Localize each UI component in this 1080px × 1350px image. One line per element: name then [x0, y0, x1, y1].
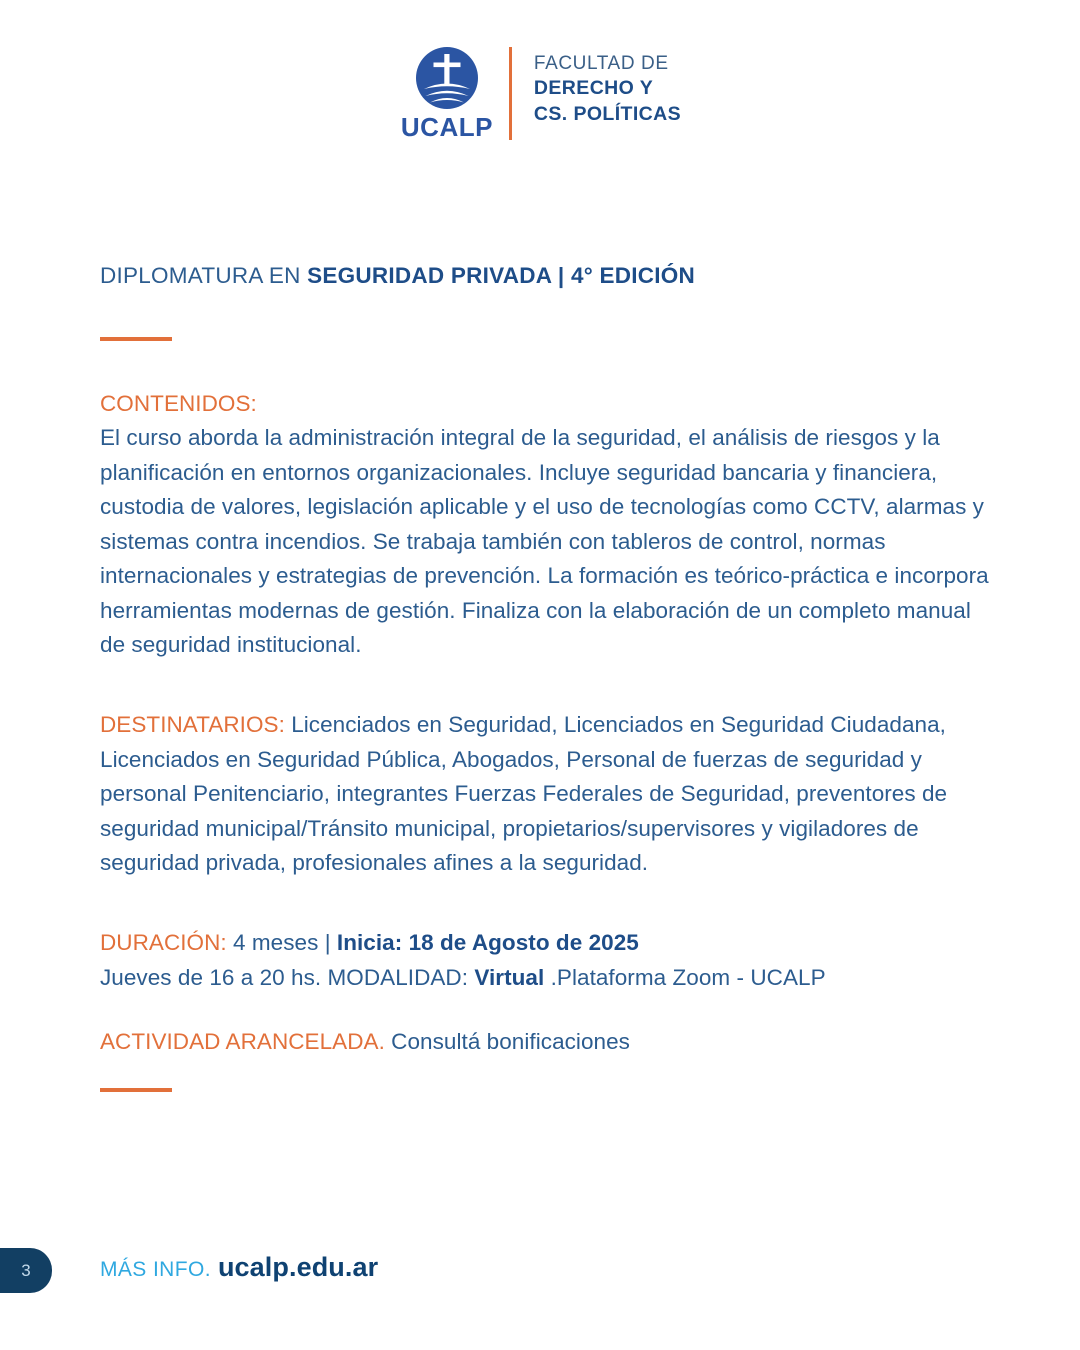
arancel-line [100, 1025, 1000, 1059]
ucalp-circle-cross-waves-icon [414, 45, 480, 111]
faculty-name-block [534, 45, 681, 128]
section-destinatarios [100, 708, 1000, 880]
faculty-line-3: CS. POLÍTICAS [533, 102, 682, 125]
page-title [100, 262, 1000, 289]
faculty-line-2: DERECHO Y [533, 77, 654, 100]
section-contenidos [100, 387, 1000, 662]
destinatarios-text: Licenciados en Seguridad, Licenciados en Seguridad Ciudadana, Licenciados en Seguridad Pública, Abogados, Personal de fuerzas de seguridad y personal Penitenciario, integrantes Fuerzas Federales de Seguridad, preventores de seguridad municipal/Tránsito municipal, propietarios/supervisores y vigiladores de seguridad privada, profesionales afines a la seguridad. [100, 712, 948, 876]
more-info-label: MÁS INFO. [100, 1258, 211, 1281]
contenidos-label: CONTENIDOS: [100, 391, 257, 416]
modalidad-value: Virtual [474, 964, 545, 990]
logo-vertical-divider [509, 47, 512, 140]
duracion-line [100, 926, 1000, 960]
page-header [0, 45, 1080, 160]
arancel-label: ACTIVIDAD ARANCELADA. [100, 1029, 385, 1055]
ucalp-logo [399, 45, 681, 140]
section-duracion [100, 926, 1000, 995]
modalidad-line [100, 961, 1000, 995]
duracion-value: 4 meses | [226, 930, 337, 956]
document-body [100, 262, 1000, 1092]
contenidos-text: El curso aborda la administración integral de la seguridad, el análisis de riesgos y la planificación en entornos organizacionales. Incluye seguridad bancaria y financiera, custodia de valores, legislación aplicable y el uso de tecnologías como CCTV, alarmas y sistemas contra incendios. Se trabaja también con tableros de control, normas internacionales y estrategias de prevención. La formación es teórico-práctica e incorpora herramientas modernas de gestión. Finaliza con la elaboración de un completo manual de seguridad institucional. [100, 425, 989, 657]
footer-more-info [100, 1252, 378, 1283]
page-title-strong: SEGURIDAD PRIVADA | 4° EDICIÓN [307, 263, 695, 288]
destinatarios-paragraph [100, 708, 1000, 880]
page-title-prefix: DIPLOMATURA EN [100, 263, 308, 288]
duracion-inicia: Inicia: 18 de Agosto de 2025 [336, 930, 639, 956]
logo-wordmark: UCALP [400, 112, 493, 142]
duracion-label: DURACIÓN: [100, 930, 227, 956]
modalidad-prefix: Jueves de 16 a 20 hs. MODALIDAD: [100, 964, 475, 990]
faculty-line-1: FACULTAD DE [533, 53, 669, 74]
divider-top [100, 337, 172, 341]
logo-mark-column [399, 45, 495, 140]
section-arancel [100, 1025, 1000, 1059]
divider-bottom [100, 1088, 172, 1092]
arancel-text: Consultá bonificaciones [384, 1029, 630, 1055]
page-number-badge [0, 1248, 52, 1293]
website-url[interactable]: ucalp.edu.ar [217, 1252, 379, 1282]
page-number: 3 [21, 1260, 31, 1280]
contenidos-paragraph [100, 387, 1000, 662]
destinatarios-label: DESTINATARIOS: [100, 712, 285, 738]
modalidad-suffix: .Plataforma Zoom - UCALP [544, 964, 826, 990]
